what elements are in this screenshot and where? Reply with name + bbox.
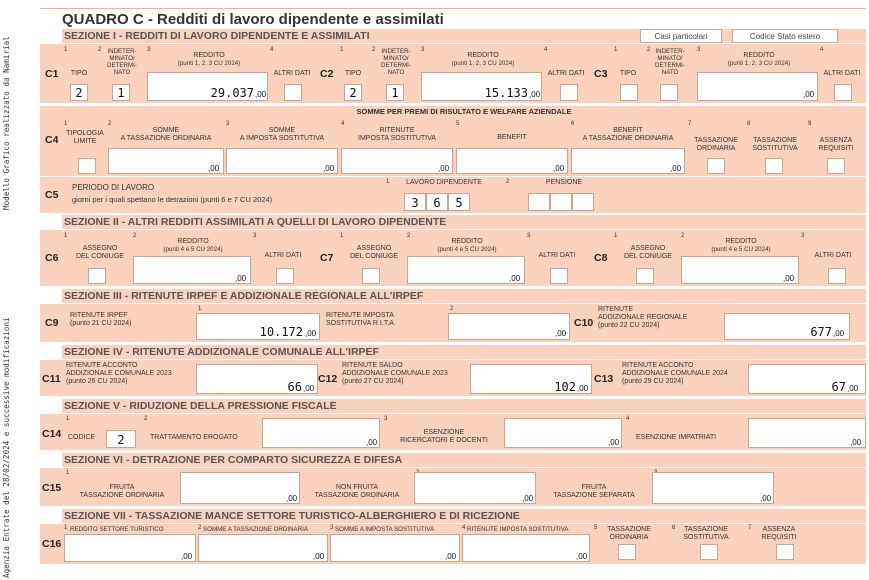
c15-code: C15: [42, 482, 62, 494]
c7-reddito-field[interactable]: [407, 256, 525, 284]
c14-esenzione-field[interactable]: [504, 418, 622, 448]
c3-tipo-label: TIPO: [619, 70, 637, 77]
quadro-title: - Redditi di lavoro dipendente e assimilati: [143, 11, 444, 28]
c6-altri-label: ALTRI DATI: [264, 252, 302, 259]
c9-rita-label: RITENUTE IMPOSTA SOSTITUTIVA R.I.T.A.: [326, 312, 396, 327]
c8-assegno-label: ASSEGNO DEL CONIUGE: [624, 245, 672, 260]
c2-tipo-value: 2: [349, 86, 357, 100]
c1-altri-label: ALTRI DATI: [273, 70, 311, 77]
c8-assegno-box[interactable]: [636, 268, 654, 284]
c16-col4-field[interactable]: [462, 534, 590, 562]
c4-somme-sost-label: SOMME A IMPOSTA SOSTITUTIVA: [239, 127, 325, 142]
c5-pens-digit-1[interactable]: [528, 193, 550, 211]
c9-code: C9: [45, 317, 59, 329]
c2-reddito-dec: ,00: [529, 90, 541, 99]
c1-code: C1: [45, 68, 59, 80]
c2-reddito-sub: (punti 1, 2, 3 CU 2024): [451, 60, 515, 67]
c1-reddito-value: 29.037: [210, 86, 254, 100]
c16-col4-label: RITENUTE IMPOSTA SOSTITUTIVA: [467, 526, 569, 533]
c1-reddito-dec: ,00: [255, 90, 267, 99]
c4-assenza-box[interactable]: [827, 158, 845, 174]
c6-reddito-field[interactable]: [133, 256, 251, 284]
c9-value: 10.172: [259, 325, 303, 339]
c2-altri-label: ALTRI DATI: [547, 70, 585, 77]
c7-altri-box[interactable]: [550, 268, 568, 284]
c13-dec: ,00: [847, 384, 859, 393]
c6-reddito-label: REDDITO: [177, 238, 209, 245]
c4-benefit-ord-label: BENEFIT A TASSAZIONE ORDINARIA: [582, 127, 674, 142]
c7-reddito-label: REDDITO: [451, 238, 483, 245]
c2-reddito-value: 15.133: [484, 86, 528, 100]
c4-somme-ord-label: SOMME A TASSAZIONE ORDINARIA: [120, 127, 212, 142]
c16-col5-label: TASSAZIONE ORDINARIA: [607, 526, 651, 541]
c8-altri-label: ALTRI DATI: [814, 252, 852, 259]
c14-impatriati-dec: ,00: [850, 438, 862, 447]
c2-reddito-label: REDDITO: [467, 52, 499, 59]
c4-tass-ord-box[interactable]: [707, 158, 725, 174]
c12-label: RITENUTE SALDO ADDIZIONALE COMUNALE 2023 (punto 27 CU 2024): [342, 362, 448, 385]
c10-value: 677: [810, 325, 832, 339]
c16-col3-field[interactable]: [330, 534, 460, 562]
c5-pens-digit-3[interactable]: [572, 193, 594, 211]
c1-tipo-label: TIPO: [70, 70, 88, 77]
c8-reddito-dec: ,00: [783, 274, 795, 283]
c16-col2-dec: ,00: [313, 552, 325, 561]
c1-indet-value: 1: [117, 86, 125, 100]
c8-reddito-sub: (punti 4 e 5 CU 2024): [711, 246, 771, 253]
c11-label: RITENUTE ACCONTO ADDIZIONALE COMUNALE 2023 (punto 26 CU 2024): [66, 362, 172, 385]
c5-pensione-label: PENSIONE: [545, 179, 583, 186]
c4-tipologia-box[interactable]: [78, 158, 96, 174]
c16-col1-dec: ,00: [181, 552, 193, 561]
c14-impatriati-label: ESENZIONE IMPATRIATI: [636, 434, 717, 441]
side-text-software: Modello Grafico realizzato da Namirial: [2, 36, 11, 210]
c15-non-fruita-dec: ,00: [522, 494, 534, 503]
c9-label: RITENUTE IRPEF (punto 21 CU 2024): [70, 312, 132, 327]
c14-esenzione-dec: ,00: [608, 438, 620, 447]
c7-assegno-box[interactable]: [362, 268, 380, 284]
c2-indet-value: 1: [391, 86, 399, 100]
c5-code: C5: [45, 189, 59, 201]
c15-fruita-dec: ,00: [286, 494, 298, 503]
c3-indet-box[interactable]: [660, 84, 678, 101]
c14-esenzione-label: ESENZIONE RICERCATORI E DOCENTI: [400, 429, 488, 444]
c16-col3-dec: ,00: [445, 552, 457, 561]
section-4-bar: SEZIONE IV - RITENUTE ADDIZIONALE COMUNALE ALL'IRPEF: [62, 345, 866, 359]
c16-col5-box[interactable]: [618, 544, 636, 560]
c6-assegno-box[interactable]: [88, 268, 106, 284]
casi-particolari-field[interactable]: Casi particolari: [640, 29, 722, 43]
c9-rita-field[interactable]: [448, 313, 570, 340]
c14-codice-label: CODICE: [68, 434, 96, 441]
c4-benefit-ord-dec: ,00: [670, 164, 682, 173]
c4-heading: SOMME PER PREMI DI RISULTATO E WELFARE AZIENDALE: [356, 107, 572, 116]
c16-col7-label: ASSENZA REQUISITI: [761, 526, 797, 541]
c15-fruita-sep-dec: ,00: [760, 494, 772, 503]
c8-altri-box[interactable]: [828, 268, 846, 284]
c15-fruita-label: FRUITA TASSAZIONE ORDINARIA: [79, 484, 165, 499]
c13-code: C13: [594, 373, 614, 385]
codice-stato-estero-field[interactable]: Codice Stato estero: [732, 29, 838, 43]
c3-code: C3: [594, 68, 608, 80]
c1-tipo-value: 2: [75, 86, 83, 100]
c14-trattamento-label: TRATTAMENTO EROGATO: [150, 434, 238, 441]
c5-text2: giorni per i quali spettano le detrazioni (punti 6 e 7 CU 2024): [72, 195, 273, 204]
c7-assegno-label: ASSEGNO DEL CONIUGE: [350, 245, 398, 260]
c11-value: 66: [287, 380, 302, 394]
c16-col1-field[interactable]: [64, 534, 196, 562]
c15-fruita-sep-field[interactable]: [652, 472, 774, 504]
c5-digit-2-value: 6: [433, 196, 441, 210]
c4-assenza-label: ASSENZA REQUISITI: [818, 137, 854, 152]
c16-col3-label: SOMME A IMPOSTA SOSTITUTIVA: [335, 526, 435, 533]
c6-reddito-sub: (punti 4 e 5 CU 2024): [163, 246, 223, 253]
c14-trattamento-dec: ,00: [366, 438, 378, 447]
c4-somme-ord-dec: ,00: [208, 164, 220, 173]
c4-benefit-field[interactable]: [456, 148, 568, 174]
c3-reddito-field[interactable]: [697, 72, 818, 101]
c4-benefit-ord-field[interactable]: [571, 148, 685, 174]
c15-fruita-field[interactable]: [180, 472, 300, 504]
c12-value: 102: [554, 380, 576, 394]
c4-somme-sost-field[interactable]: [226, 148, 338, 174]
c15-non-fruita-label: NON FRUITA TASSAZIONE ORDINARIA: [314, 484, 400, 499]
side-text-approval: Agenzia Entrate del 28/02/2024 e successive modificazioni: [2, 317, 11, 578]
c7-code: C7: [320, 252, 334, 264]
c6-reddito-dec: ,00: [235, 274, 247, 283]
c3-altri-box[interactable]: [834, 84, 852, 101]
c1-altri-box[interactable]: [284, 84, 302, 101]
c16-col2-label: SOMME A TASSAZIONE ORDINARIA: [203, 526, 308, 533]
section-1-bar: SEZIONE I - REDDITI DI LAVORO DIPENDENTE E ASSIMILATI: [62, 29, 866, 43]
c14-code: C14: [42, 428, 62, 440]
c13-value: 67: [831, 380, 846, 394]
c16-col7-box[interactable]: [776, 544, 794, 560]
c4-benefit-dec: ,00: [553, 164, 565, 173]
c4-tass-ord-label: TASSAZIONE ORDINARIA: [694, 137, 738, 152]
section-6-bar: SEZIONE VI - DETRAZIONE PER COMPARTO SICUREZZA E DIFESA: [62, 453, 866, 467]
c4-ritenute-dec: ,00: [438, 164, 450, 173]
c9-dec: ,00: [305, 329, 317, 338]
c3-reddito-dec: ,00: [803, 90, 815, 99]
c3-tipo-box[interactable]: [620, 84, 638, 101]
quadro-code: QUADRO C: [62, 11, 144, 28]
c4-tass-sost-box[interactable]: [765, 158, 783, 174]
c5-pens-digit-2[interactable]: [550, 193, 572, 211]
c5-lavoro-label: LAVORO DIPENDENTE: [406, 179, 482, 186]
c4-ritenute-field[interactable]: [341, 148, 453, 174]
c11-code: C11: [42, 373, 61, 385]
c1-reddito-label: REDDITO: [193, 52, 225, 59]
c2-indet-label: INDETER- MINATO/ DETERMI- NATO: [381, 48, 411, 76]
c4-tass-sost-label: TASSAZIONE SOSTITUTIVA: [752, 137, 798, 152]
section-3-bar: SEZIONE III - RITENUTE IRPEF E ADDIZIONALE REGIONALE ALL'IRPEF: [62, 289, 866, 303]
c11-dec: ,00: [303, 384, 315, 393]
c15-non-fruita-field[interactable]: [414, 472, 536, 504]
c16-col6-box[interactable]: [700, 544, 718, 560]
c7-reddito-sub: (punti 4 e 5 CU 2024): [437, 246, 497, 253]
c10-dec: ,00: [833, 329, 845, 338]
c2-code: C2: [320, 68, 334, 80]
c2-altri-box[interactable]: [560, 84, 578, 101]
section-2-bar: SEZIONE II - ALTRI REDDITI ASSIMILATI A QUELLI DI LAVORO DIPENDENTE: [62, 215, 866, 229]
c8-reddito-field[interactable]: [681, 256, 799, 284]
c15-fruita-sep-label: FRUITA TASSAZIONE SEPARATA: [553, 484, 635, 499]
c4-code: C4: [45, 134, 59, 146]
section-7-bar: SEZIONE VII - TASSAZIONE MANCE SETTORE TURISTICO-ALBERGHIERO E DI RICEZIONE: [62, 509, 866, 523]
c4-somme-ord-field[interactable]: [108, 148, 224, 174]
c16-col1-label: REDDITO SETTORE TURISTICO: [70, 526, 164, 533]
c3-reddito-sub: (punti 1, 2, 3 CU 2024): [727, 60, 791, 67]
c3-indet-label: INDETER- MINATO/ DETERMI- NATO: [655, 48, 685, 76]
c8-code: C8: [594, 252, 608, 264]
c16-col4-dec: ,00: [576, 552, 588, 561]
c10-code: C10: [574, 317, 594, 329]
c16-code: C16: [42, 538, 62, 550]
c12-code: C12: [318, 373, 338, 385]
section-5-bar: SEZIONE V - RIDUZIONE DELLA PRESSIONE FISCALE: [62, 399, 866, 413]
c3-reddito-label: REDDITO: [743, 52, 775, 59]
c13-label: RITENUTE ACCONTO ADDIZIONALE COMUNALE 2024 (punto 29 CU 2024): [622, 362, 728, 385]
c5-digit-3-value: 5: [455, 196, 463, 210]
c6-code: C6: [45, 252, 59, 264]
c4-tipologia-label: TIPOLOGIA LIMITE: [66, 130, 104, 145]
c1-indet-label: INDETER- MINATO/ DETERMI- NATO: [107, 48, 137, 76]
c14-trattamento-field[interactable]: [262, 418, 380, 448]
c9-rita-dec: ,00: [555, 329, 567, 338]
c6-altri-box[interactable]: [276, 268, 294, 284]
c12-dec: ,00: [577, 384, 589, 393]
c4-somme-sost-dec: ,00: [323, 164, 335, 173]
c3-altri-label: ALTRI DATI: [823, 70, 861, 77]
c8-reddito-label: REDDITO: [725, 238, 757, 245]
c5-text1: PERIODO DI LAVORO: [72, 183, 155, 192]
c1-reddito-sub: (punti 1, 2, 3 CU 2024): [177, 60, 241, 67]
c4-ritenute-label: RITENUTE IMPOSTA SOSTITUTIVA: [358, 127, 436, 142]
c2-tipo-label: TIPO: [344, 70, 362, 77]
c16-col6-label: TASSAZIONE SOSTITUTIVA: [683, 526, 729, 541]
page-title: [62, 9, 444, 29]
c16-col2-field[interactable]: [198, 534, 328, 562]
c7-altri-label: ALTRI DATI: [538, 252, 576, 259]
c14-codice-value: 2: [117, 433, 125, 447]
c4-benefit-label: BENEFIT: [497, 134, 527, 141]
c7-reddito-dec: ,00: [509, 274, 521, 283]
c10-label: RITENUTE ADDIZIONALE REGIONALE (punto 22 CU 2024): [598, 306, 688, 329]
c5-digit-1-value: 3: [411, 196, 419, 210]
c14-impatriati-field[interactable]: [748, 418, 866, 448]
c6-assegno-label: ASSEGNO DEL CONIUGE: [76, 245, 124, 260]
